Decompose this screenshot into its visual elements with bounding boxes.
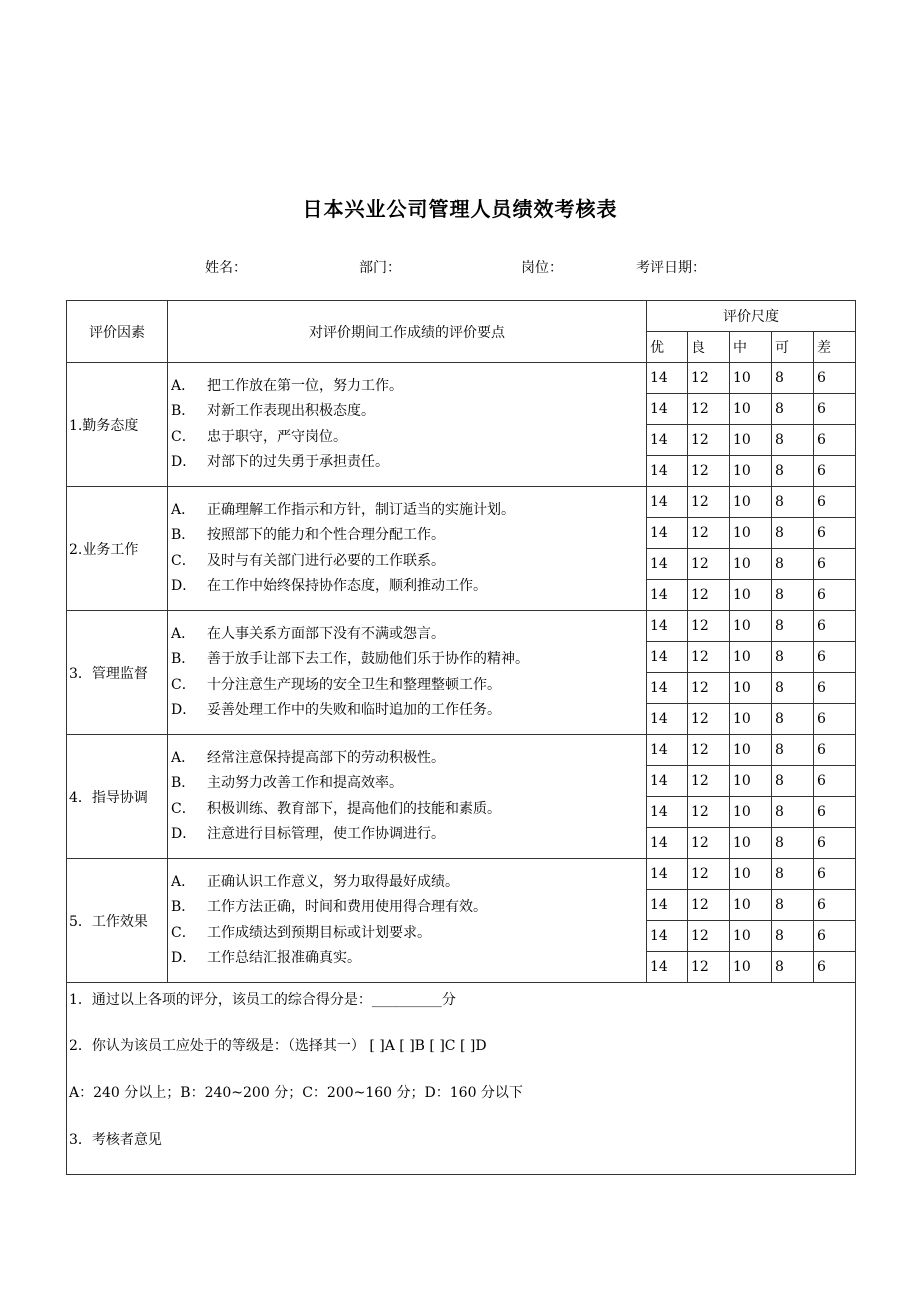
criteria-letter: D．: [171, 454, 197, 470]
score-cell: 6: [814, 890, 856, 921]
score-cell: 6: [814, 425, 856, 456]
criteria-text: 注意进行目标管理，使工作协调进行。: [207, 826, 445, 842]
score-cell: 10: [730, 952, 772, 983]
score-cell: 12: [688, 859, 730, 890]
criteria-letter: D．: [171, 702, 197, 718]
score-cell: 14: [647, 921, 688, 952]
score-cell: 12: [688, 673, 730, 704]
score-cell: 14: [647, 797, 688, 828]
score-cell: 6: [814, 859, 856, 890]
score-cell: 6: [814, 704, 856, 735]
score-cell: 14: [647, 673, 688, 704]
criteria-item: [171, 771, 646, 797]
criteria-text: 妥善处理工作中的失败和临时追加的工作任务。: [207, 702, 501, 718]
score-cell: 10: [730, 797, 772, 828]
total-score-line: 1．通过以上各项的评分，该员工的综合得分是：__________分: [69, 992, 456, 1008]
post-label: 岗位：: [521, 260, 563, 276]
date-label: 考评日期：: [636, 260, 706, 276]
criteria-item: [171, 673, 646, 699]
score-cell: 12: [688, 549, 730, 580]
criteria-item: [171, 425, 646, 451]
score-cell: 12: [688, 425, 730, 456]
grade-select-line: 2．你认为该员工应处于的等级是：（选择其一） [ ]A [ ]B [ ]C [ ]D: [69, 1038, 487, 1054]
score-cell: 8: [772, 363, 814, 394]
score-cell: 10: [730, 828, 772, 859]
criteria-letter: A．: [171, 625, 196, 642]
score-cell: 10: [730, 456, 772, 487]
criteria-text: 忠于职守，严守岗位。: [207, 428, 347, 445]
criteria-letter: A．: [171, 377, 196, 394]
factor-label: 4．指导协调: [67, 735, 168, 859]
name-label: 姓名：: [205, 260, 247, 276]
grade-fair: 可: [772, 332, 814, 363]
criteria-letter: A．: [171, 873, 196, 890]
criteria-item: [171, 698, 646, 724]
score-cell: 12: [688, 487, 730, 518]
score-cell: 12: [688, 611, 730, 642]
score-cell: 6: [814, 456, 856, 487]
table-row: [67, 487, 856, 518]
score-cell: 8: [772, 735, 814, 766]
score-cell: 12: [688, 518, 730, 549]
score-cell: 14: [647, 363, 688, 394]
score-cell: 6: [814, 518, 856, 549]
score-cell: 6: [814, 611, 856, 642]
score-cell: 10: [730, 518, 772, 549]
score-cell: 12: [688, 735, 730, 766]
criteria-item: [171, 946, 646, 972]
criteria-text: 十分注意生产现场的安全卫生和整理整顿工作。: [207, 676, 501, 693]
grade-medium: 中: [730, 332, 772, 363]
criteria-text: 对部下的过失勇于承担责任。: [207, 454, 389, 470]
grade-criteria-line: A：240 分以上；B：240~200 分；C：200~160 分；D：160 分以下: [69, 1085, 523, 1101]
criteria-text: 及时与有关部门进行必要的工作联系。: [207, 552, 445, 569]
grade-good: 良: [688, 332, 730, 363]
score-cell: 8: [772, 828, 814, 859]
score-cell: 10: [730, 673, 772, 704]
summary-section: [67, 983, 856, 1175]
criteria-list: [168, 735, 647, 859]
criteria-item: [171, 822, 646, 848]
score-cell: 14: [647, 704, 688, 735]
score-cell: 12: [688, 580, 730, 611]
criteria-letter: A．: [171, 749, 196, 766]
score-cell: 6: [814, 363, 856, 394]
criteria-letter: B．: [171, 651, 196, 667]
score-cell: 6: [814, 952, 856, 983]
criteria-letter: B．: [171, 527, 196, 543]
criteria-text: 工作方法正确，时间和费用使用得合理有效。: [207, 899, 487, 915]
page-title: 日本兴业公司管理人员绩效考核表: [302, 197, 618, 221]
score-cell: 14: [647, 487, 688, 518]
score-cell: 14: [647, 549, 688, 580]
score-cell: 8: [772, 518, 814, 549]
score-cell: 10: [730, 487, 772, 518]
score-cell: 8: [772, 487, 814, 518]
score-cell: 14: [647, 890, 688, 921]
criteria-list: [168, 487, 647, 611]
criteria-item: [171, 797, 646, 823]
score-cell: 12: [688, 828, 730, 859]
criteria-item: [171, 399, 646, 425]
criteria-text: 在工作中始终保持协作态度，顺利推动工作。: [207, 578, 487, 594]
score-cell: 14: [647, 642, 688, 673]
score-cell: 10: [730, 642, 772, 673]
score-cell: 12: [688, 952, 730, 983]
score-cell: 6: [814, 642, 856, 673]
score-cell: 10: [730, 394, 772, 425]
criteria-letter: C．: [171, 676, 196, 693]
score-cell: 14: [647, 611, 688, 642]
header-factor: 评价因素: [67, 301, 168, 363]
score-cell: 14: [647, 735, 688, 766]
criteria-letter: C．: [171, 428, 196, 445]
criteria-item: [171, 523, 646, 549]
score-cell: 10: [730, 580, 772, 611]
score-cell: 6: [814, 487, 856, 518]
score-cell: 10: [730, 704, 772, 735]
criteria-text: 按照部下的能力和个性合理分配工作。: [207, 527, 445, 543]
criteria-item: [171, 498, 646, 524]
header-scale: 评价尺度: [647, 301, 856, 332]
criteria-text: 对新工作表现出积极态度。: [207, 403, 375, 419]
criteria-item: [171, 870, 646, 896]
score-cell: 12: [688, 766, 730, 797]
criteria-item: [171, 549, 646, 575]
criteria-text: 主动努力改善工作和提高效率。: [207, 775, 403, 791]
grade-poor: 差: [814, 332, 856, 363]
score-cell: 6: [814, 766, 856, 797]
criteria-letter: D．: [171, 826, 197, 842]
score-cell: 8: [772, 611, 814, 642]
score-cell: 8: [772, 797, 814, 828]
score-cell: 12: [688, 394, 730, 425]
score-cell: 14: [647, 859, 688, 890]
factor-label: 3．管理监督: [67, 611, 168, 735]
criteria-letter: B．: [171, 775, 196, 791]
score-cell: 8: [772, 921, 814, 952]
score-cell: 10: [730, 735, 772, 766]
score-cell: 6: [814, 921, 856, 952]
factor-label: 1.勤务态度: [67, 363, 168, 487]
table-row: [67, 363, 856, 394]
criteria-text: 善于放手让部下去工作，鼓励他们乐于协作的精神。: [207, 651, 529, 667]
score-cell: 8: [772, 549, 814, 580]
criteria-letter: D．: [171, 578, 197, 594]
score-cell: 14: [647, 456, 688, 487]
score-cell: 10: [730, 859, 772, 890]
table-row: [67, 859, 856, 890]
table-row: [67, 611, 856, 642]
criteria-item: [171, 450, 646, 476]
score-cell: 12: [688, 890, 730, 921]
criteria-text: 积极训练、教育部下，提高他们的技能和素质。: [207, 800, 501, 817]
criteria-item: [171, 574, 646, 600]
score-cell: 8: [772, 890, 814, 921]
criteria-item: [171, 374, 646, 400]
criteria-text: 经常注意保持提高部下的劳动积极性。: [207, 749, 445, 766]
table-row: [67, 735, 856, 766]
score-cell: 12: [688, 363, 730, 394]
evaluation-table: [66, 300, 856, 1175]
score-cell: 8: [772, 456, 814, 487]
criteria-list: [168, 859, 647, 983]
criteria-item: [171, 895, 646, 921]
score-cell: 8: [772, 859, 814, 890]
criteria-letter: B．: [171, 403, 196, 419]
criteria-item: [171, 647, 646, 673]
score-cell: 8: [772, 394, 814, 425]
score-cell: 12: [688, 921, 730, 952]
score-cell: 14: [647, 580, 688, 611]
score-cell: 6: [814, 797, 856, 828]
criteria-text: 正确理解工作指示和方针，制订适当的实施计划。: [207, 501, 515, 518]
score-cell: 12: [688, 704, 730, 735]
score-cell: 8: [772, 580, 814, 611]
score-cell: 6: [814, 673, 856, 704]
criteria-item: [171, 746, 646, 772]
score-cell: 6: [814, 735, 856, 766]
score-cell: 6: [814, 828, 856, 859]
score-cell: 10: [730, 611, 772, 642]
header-points: 对评价期间工作成绩的评价要点: [168, 301, 647, 363]
score-cell: 10: [730, 549, 772, 580]
criteria-text: 把工作放在第一位，努力工作。: [207, 377, 403, 394]
score-cell: 14: [647, 766, 688, 797]
score-cell: 14: [647, 828, 688, 859]
factor-label: 2.业务工作: [67, 487, 168, 611]
criteria-letter: A．: [171, 501, 196, 518]
score-cell: 8: [772, 766, 814, 797]
score-cell: 14: [647, 952, 688, 983]
score-cell: 6: [814, 580, 856, 611]
criteria-text: 在人事关系方面部下没有不满或怨言。: [207, 625, 445, 642]
criteria-list: [168, 363, 647, 487]
score-cell: 12: [688, 642, 730, 673]
score-cell: 14: [647, 425, 688, 456]
criteria-letter: C．: [171, 800, 196, 817]
criteria-item: [171, 622, 646, 648]
criteria-list: [168, 611, 647, 735]
score-cell: 8: [772, 425, 814, 456]
score-cell: 12: [688, 456, 730, 487]
criteria-text: 正确认识工作意义，努力取得最好成绩。: [207, 873, 459, 890]
score-cell: 8: [772, 704, 814, 735]
score-cell: 6: [814, 549, 856, 580]
score-cell: 14: [647, 518, 688, 549]
score-cell: 10: [730, 425, 772, 456]
criteria-letter: D．: [171, 950, 197, 966]
dept-label: 部门：: [359, 260, 401, 276]
criteria-text: 工作成绩达到预期目标或计划要求。: [207, 924, 431, 941]
score-cell: 10: [730, 890, 772, 921]
grade-excellent: 优: [647, 332, 688, 363]
score-cell: 10: [730, 766, 772, 797]
criteria-letter: C．: [171, 924, 196, 941]
score-cell: 6: [814, 394, 856, 425]
score-cell: 8: [772, 952, 814, 983]
score-cell: 10: [730, 921, 772, 952]
criteria-letter: B．: [171, 899, 196, 915]
factor-label: 5．工作效果: [67, 859, 168, 983]
score-cell: 10: [730, 363, 772, 394]
score-cell: 8: [772, 642, 814, 673]
footer-row: [67, 983, 856, 1175]
score-cell: 12: [688, 797, 730, 828]
score-cell: 14: [647, 394, 688, 425]
score-cell: 8: [772, 673, 814, 704]
criteria-item: [171, 921, 646, 947]
criteria-text: 工作总结汇报准确真实。: [207, 950, 361, 966]
reviewer-opinion-line: 3．考核者意见: [69, 1132, 162, 1148]
criteria-letter: C．: [171, 552, 196, 569]
